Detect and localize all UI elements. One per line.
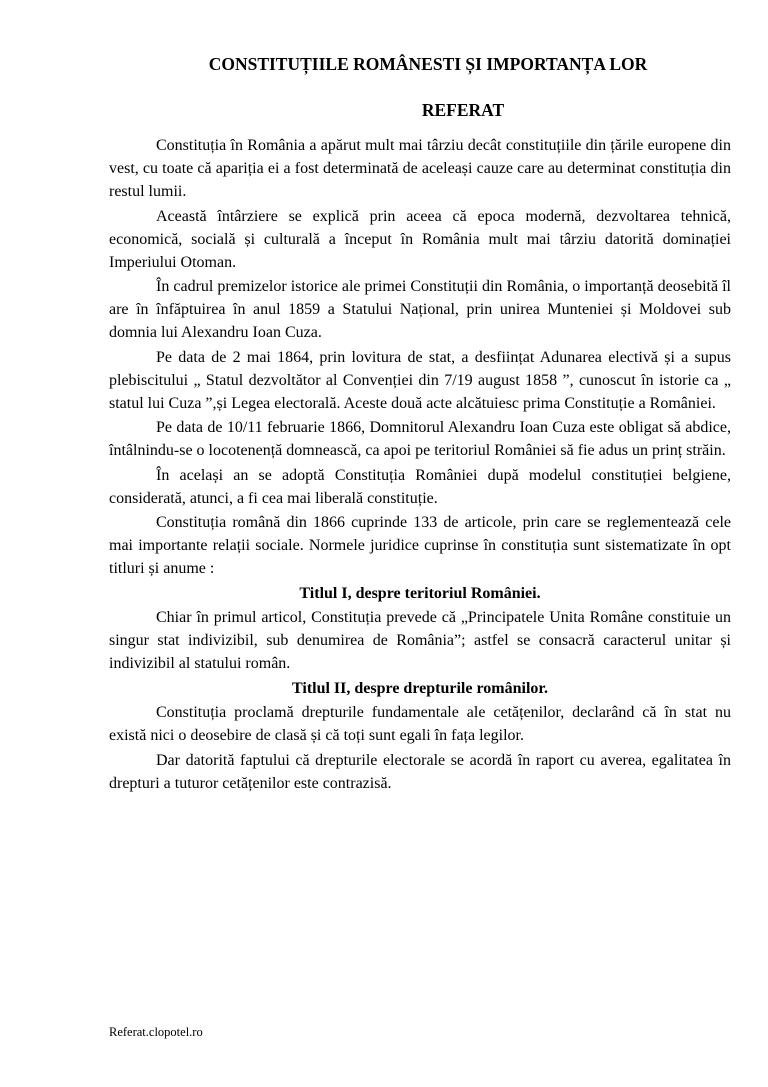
paragraph: Această întârziere se explică prin aceea că epoca modernă, dezvoltarea tehnică, economică, socială și culturală a început în România mult mai târziu datorită dominației Imperiului Otoman. <box>109 207 731 271</box>
paragraph: Pe data de 10/11 februarie 1866, Domnitorul Alexandru Ioan Cuza este obligat să abdice, întâlnindu-se o locotenență domnească, ca apoi pe teritoriul României să fie adus un prinț străin. <box>109 419 731 459</box>
section-heading: Titlul I, despre teritoriul României. <box>299 584 541 602</box>
paragraph: Pe data de 2 mai 1864, prin lovitura de stat, a desființat Adunarea electivă și a supus plebiscitului „ Statul dezvoltător al Convenției din 7/19 august 1858 ”, cunoscut în istorie ca „ statul lui Cuza ”,și Legea electorală. Aceste două acte alcătuiesc prima Constituție a României. <box>109 348 731 412</box>
paragraph: În același an se adoptă Constituția României după modelul constituției belgiene, considerată, atunci, a fi cea mai liberală constituție. <box>109 466 731 507</box>
paragraph: Constituția română din 1866 cuprinde 133 de articole, prin care se reglementează cele mai importante relații sociale. Normele juridice cuprinse în constituția sunt sistematizate în opt titluri și anume : <box>109 514 731 577</box>
document-page <box>109 52 731 796</box>
paragraph: Chiar în primul articol, Constituția prevede că „Principatele Unita Române constituie un singur stat indivizibil, sub denumirea de România”; astfel se consacră caracterul unitar și indivizibil al statului român. <box>109 609 731 672</box>
page-footer: Referat.clopotel.ro <box>109 1025 203 1039</box>
section-heading: Titlul II, despre drepturile românilor. <box>291 679 549 697</box>
paragraph: În cadrul premizelor istorice ale primei Constituții din România, o importanță deosebită îl are în înfăptuirea în anul 1859 a Statului Național, prin unirea Munteniei și Moldovei sub domnia lui Alexandru Ioan Cuza. <box>109 278 731 341</box>
paragraph: Dar datorită faptului că drepturile electorale se acordă în raport cu averea, egalitatea în drepturi a tuturor cetățenilor este contrazisă. <box>109 751 731 792</box>
paragraph: Constituția proclamă drepturile fundamentale ale cetățenilor, declarând că în stat nu există nici o deosebire de clasă și că toți sunt egali în fața legilor. <box>109 704 731 744</box>
paragraph: Constituția în România a apărut mult mai târziu decât constituțiile din țările europene din vest, cu toate că apariția ei a fost determinată de aceleași cauze care au determinat constituția din restul lumii. <box>109 137 731 200</box>
document-title: CONSTITUȚIILE ROMÂNESTI ȘI IMPORTANȚA LOR <box>208 54 648 74</box>
document-subtitle: REFERAT <box>421 100 505 120</box>
